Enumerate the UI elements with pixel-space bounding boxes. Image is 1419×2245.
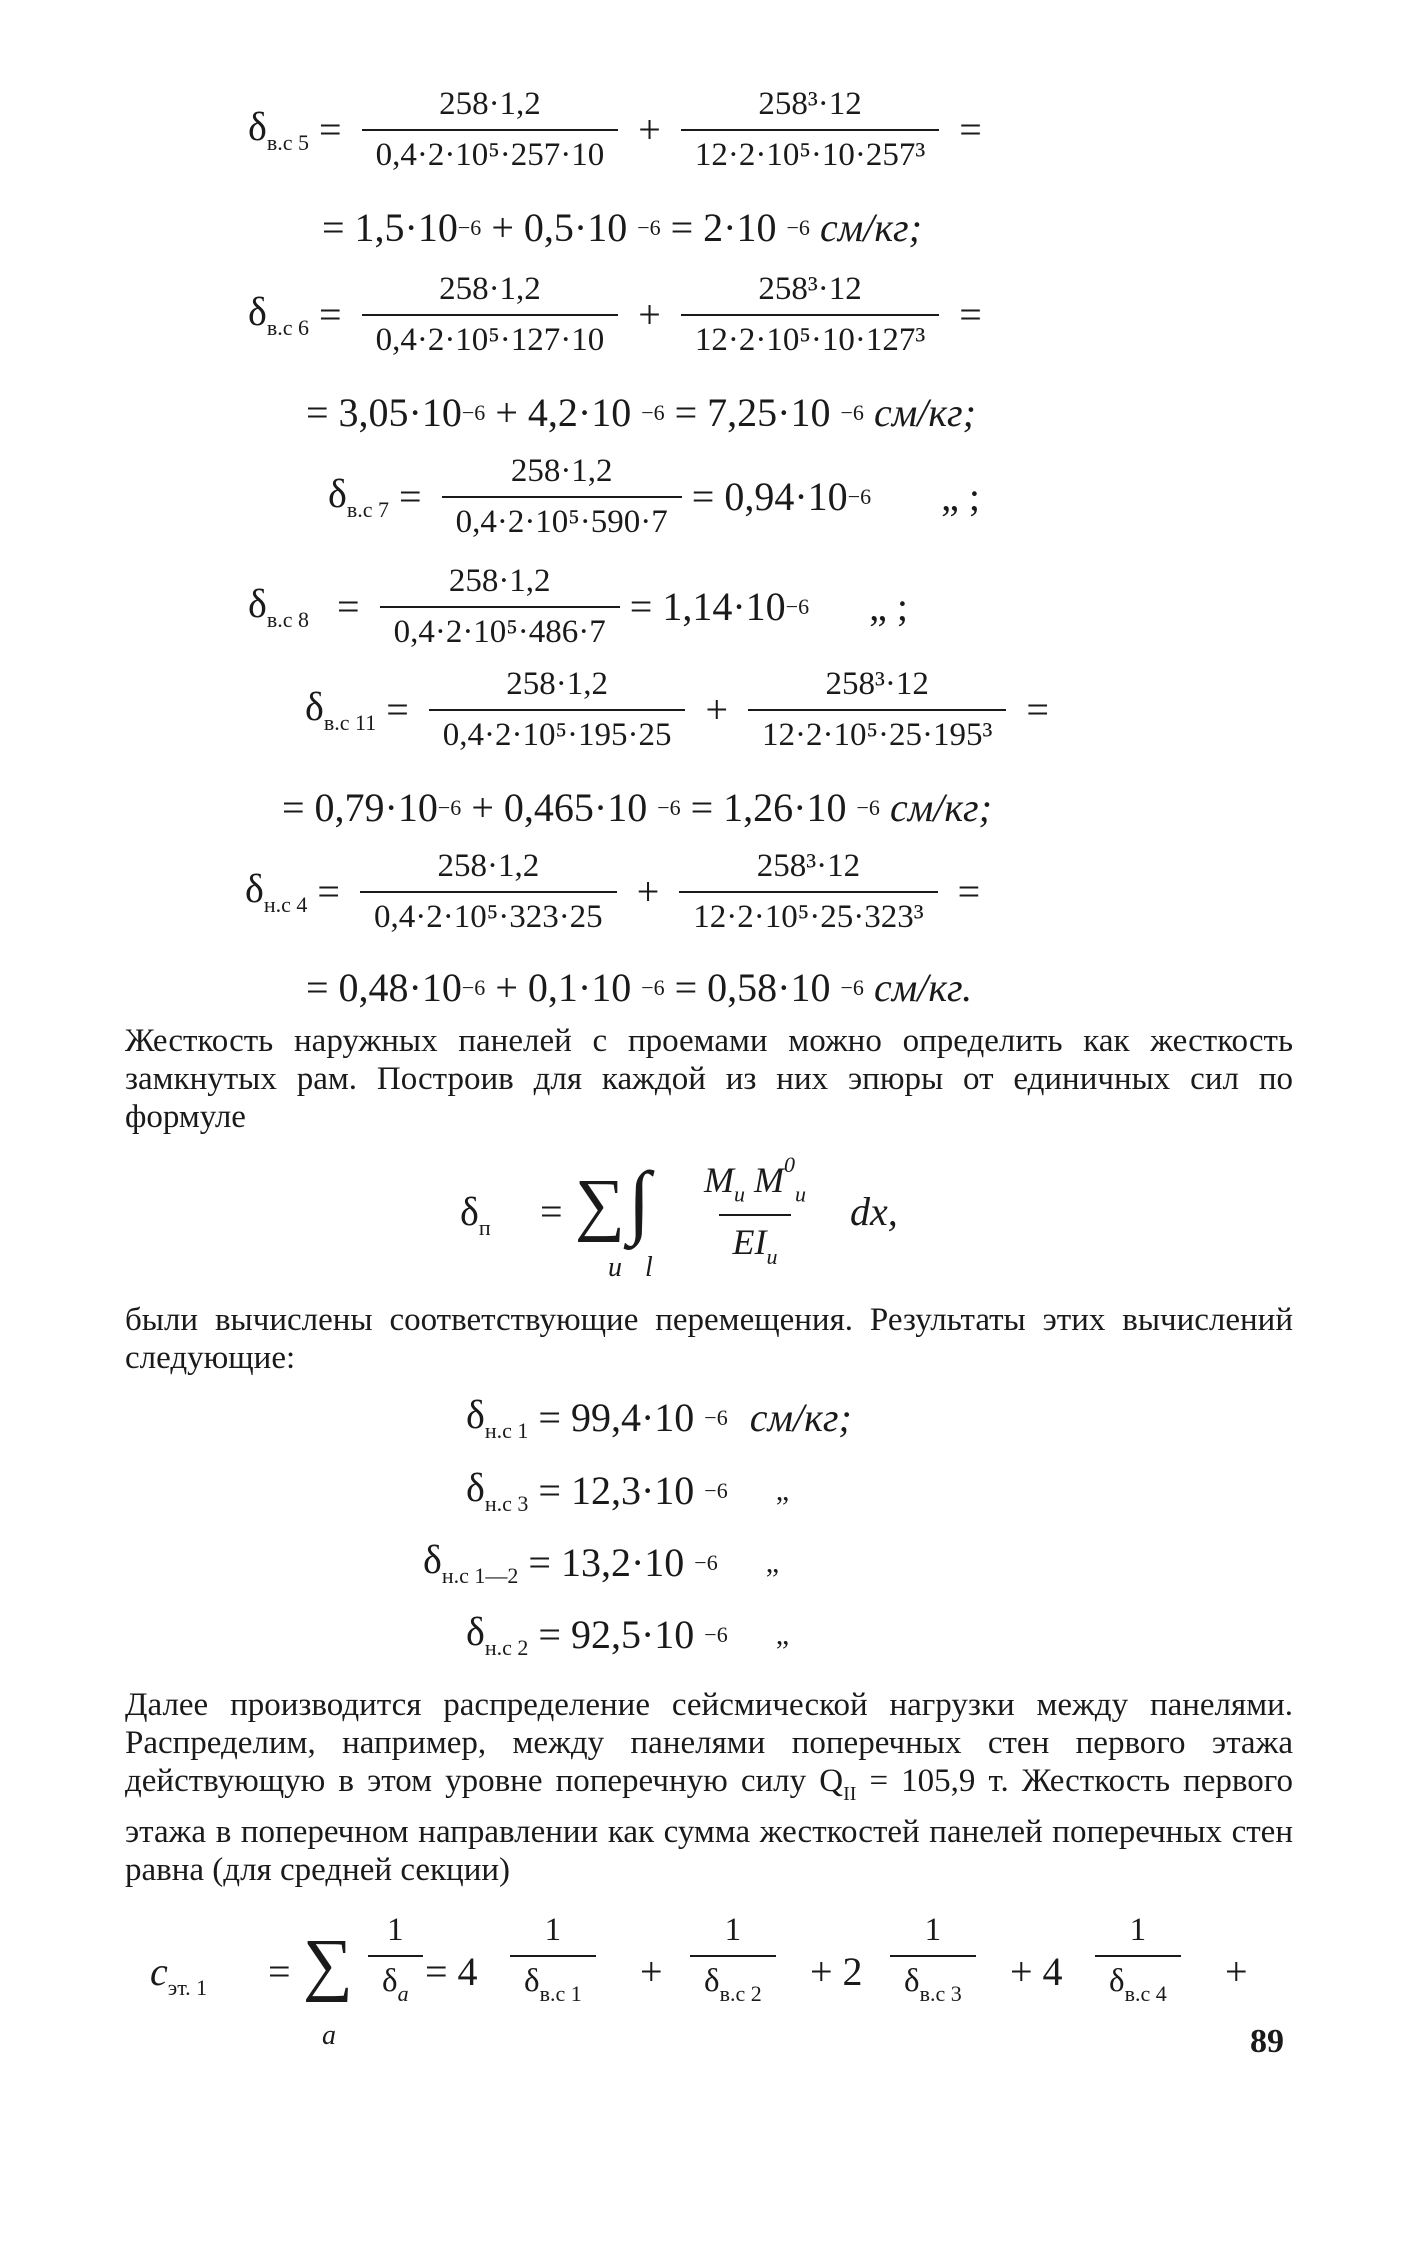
formula-result-vs11: = 0,79·10 −6 + 0,465·10 −6 = 1,26·10 −6 см/кг; xyxy=(282,785,992,830)
formula-delta-vs5: $\delta_{в.с 5}$ = $\frac{258\cdot 1,2}{\text{0,4·2·10⁵·257·10}}$ + $\frac{\text{258³·12}}{\text{12·2·10⁵·10·257³}}$ = xyxy=(248,86,982,173)
formula-delta-vs8: $\delta_{в.с 8}$ = $\frac{258\cdot 1,2}{\text{0,4·2·10⁵·486·7}}$ = 1,14·10 −6 „ ; xyxy=(248,563,908,650)
formula-result-ns4: = 0,48·10 −6 + 0,1·10 −6 = 0,58·10 −6 см/кг. xyxy=(306,965,973,1010)
formula-delta-vs7: $\delta_{в.с 7}$ = $\frac{258\cdot 1,2}{\text{0,4·2·10⁵·590·7}}$ = 0,94·10 −6 „ ; xyxy=(328,453,980,540)
integral-symbol: ∫ xyxy=(628,1155,651,1246)
formula-result-vs5: = 1,5·10 −6 + 0,5·10 −6 = 2·10 −6 см/кг; xyxy=(322,205,922,250)
formula-integral: $\delta_п$ = ∑ ∫ u l $M_u$ $M^0_u$ $EI_u$ dx, xyxy=(460,1152,898,1283)
page-number: 89 xyxy=(1250,2023,1284,2060)
formula-floor-stiffness: $c_{эт. 1}$ = ∑ a 1 $\delta_a$ = 4 1 $\delta_{в.с 1}$ + 1 $\delta_{в.с 2}$ + 2 1 $\delta_{в.с 3}$ + 4 1 $\delta_{в.с 4}$ + xyxy=(150,1912,1248,2051)
sum-symbol: ∑ xyxy=(575,1166,625,1243)
paragraph-stiffness: Жесткость наружных панелей с проемами можно определить как жесткость замкнутых рам. Построив для каждой из них эпюры от единичных сил по формуле xyxy=(125,1023,1293,1135)
result-ns1-2: $\delta_{н.с 1—2}$ = 13,2·10 −6 „ xyxy=(423,1537,780,1588)
result-ns2: $\delta_{н.с 2}$ = 92,5·10 −6 „ xyxy=(466,1609,790,1660)
sum-symbol-floor: ∑ xyxy=(303,1926,353,2003)
result-ns1: $\delta_{н.с 1}$ = 99,4·10 −6 см/кг; xyxy=(466,1392,852,1443)
formula-delta-vs11: $\delta_{в.с 11}$ = $\frac{258\cdot 1,2}{\text{0,4·2·10⁵·195·25}}$ + $\frac{\text{258³·12}}{\text{12·2·10⁵·25·195³}}$ = xyxy=(305,666,1049,753)
formula-delta-vs6: $\delta_{в.с 6}$ = $\frac{258\cdot 1,2}{\text{0,4·2·10⁵·127·10}}$ + $\frac{\text{258³·12}}{\text{12·2·10⁵·10·127³}}$ = xyxy=(248,271,982,358)
paragraph-distribution: Далее производится распределение сейсмической нагрузки между панелями. Распределим, например, между панелями поперечных стен первого этажа действующую в этом уровне поперечную силу $Q_{II} = 105,9$ т. Жесткость первого этажа в поперечном направлении как сумма жесткостей панелей поперечных стен равна (для средней секции) xyxy=(125,1687,1293,1888)
paragraph-results-intro: были вычислены соответствующие перемещения. Результаты этих вычислений следующие: xyxy=(125,1302,1293,1376)
formula-result-vs6: = 3,05·10 −6 + 4,2·10 −6 = 7,25·10 −6 см/кг; xyxy=(306,390,976,435)
result-ns3: $\delta_{н.с 3}$ = 12,3·10 −6 „ xyxy=(466,1465,790,1516)
formula-delta-ns4: $\delta_{н.с 4}$ = $\frac{258\cdot 1,2}{\text{0,4·2·10⁵·323·25}}$ + $\frac{\text{258³·12}}{\text{12·2·10⁵·25·323³}}$ = xyxy=(245,848,981,935)
